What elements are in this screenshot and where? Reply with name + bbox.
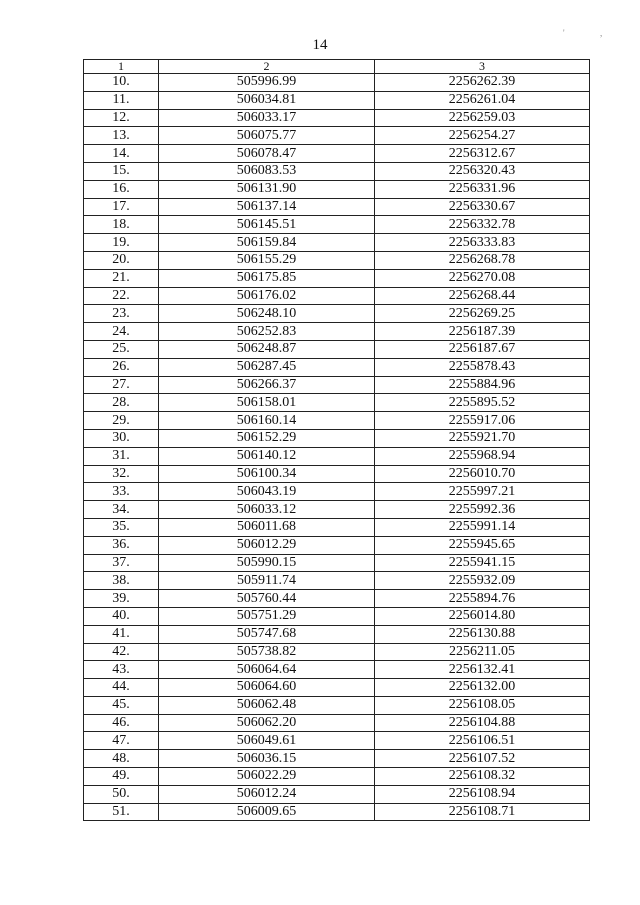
- table-row: [84, 376, 590, 394]
- table-row: [84, 251, 590, 269]
- y-coordinate-cell: 2255917.06: [375, 412, 590, 430]
- point-number-cell: 24.: [84, 323, 159, 341]
- point-number-cell: 26.: [84, 358, 159, 376]
- y-coordinate-cell: 2255945.65: [375, 536, 590, 554]
- x-coordinate-cell: 506160.14: [159, 412, 375, 430]
- y-coordinate-cell: 2255884.96: [375, 376, 590, 394]
- table-row: [84, 305, 590, 323]
- y-coordinate-cell: 2256107.52: [375, 750, 590, 768]
- x-coordinate-cell: 506064.64: [159, 661, 375, 679]
- point-number-cell: 27.: [84, 376, 159, 394]
- x-coordinate-cell: 506049.61: [159, 732, 375, 750]
- point-number-cell: 44.: [84, 679, 159, 697]
- table-row: [84, 714, 590, 732]
- point-number-cell: 37.: [84, 554, 159, 572]
- table-row: [84, 483, 590, 501]
- x-coordinate-cell: 506287.45: [159, 358, 375, 376]
- table-row: [84, 358, 590, 376]
- table-body: [84, 74, 590, 821]
- point-number-cell: 39.: [84, 590, 159, 608]
- point-number-cell: 12.: [84, 109, 159, 127]
- x-coordinate-cell: 506176.02: [159, 287, 375, 305]
- scan-mark: ': [563, 28, 565, 38]
- table-row: [84, 109, 590, 127]
- y-coordinate-cell: 2256010.70: [375, 465, 590, 483]
- x-coordinate-cell: 506033.17: [159, 109, 375, 127]
- table-row: [84, 162, 590, 180]
- y-coordinate-cell: 2256269.25: [375, 305, 590, 323]
- x-coordinate-cell: 506137.14: [159, 198, 375, 216]
- y-coordinate-cell: 2255968.94: [375, 447, 590, 465]
- x-coordinate-cell: 506022.29: [159, 768, 375, 786]
- table-row: [84, 198, 590, 216]
- x-coordinate-cell: 506152.29: [159, 429, 375, 447]
- table-row: [84, 429, 590, 447]
- y-coordinate-cell: 2255941.15: [375, 554, 590, 572]
- table-row: [84, 145, 590, 163]
- table-row: [84, 696, 590, 714]
- y-coordinate-cell: 2256268.78: [375, 251, 590, 269]
- table-row: [84, 91, 590, 109]
- coordinates-table: [83, 59, 590, 821]
- point-number-cell: 46.: [84, 714, 159, 732]
- page-number: 14: [312, 37, 328, 53]
- y-coordinate-cell: 2256320.43: [375, 162, 590, 180]
- table-header-row: [84, 60, 590, 74]
- y-coordinate-cell: 2256332.78: [375, 216, 590, 234]
- point-number-cell: 14.: [84, 145, 159, 163]
- x-coordinate-cell: 506175.85: [159, 269, 375, 287]
- y-coordinate-cell: 2256261.04: [375, 91, 590, 109]
- y-coordinate-cell: 2256270.08: [375, 269, 590, 287]
- point-number-cell: 23.: [84, 305, 159, 323]
- table-row: [84, 501, 590, 519]
- table-row: [84, 465, 590, 483]
- point-number-cell: 18.: [84, 216, 159, 234]
- x-coordinate-cell: 506064.60: [159, 679, 375, 697]
- y-coordinate-cell: 2256108.94: [375, 785, 590, 803]
- y-coordinate-cell: 2255895.52: [375, 394, 590, 412]
- table-row: [84, 536, 590, 554]
- point-number-cell: 13.: [84, 127, 159, 145]
- point-number-cell: 48.: [84, 750, 159, 768]
- x-coordinate-cell: 506248.87: [159, 340, 375, 358]
- x-coordinate-cell: 506083.53: [159, 162, 375, 180]
- column-header-3: 3: [375, 60, 590, 74]
- table-row: [84, 269, 590, 287]
- point-number-cell: 32.: [84, 465, 159, 483]
- y-coordinate-cell: 2256108.71: [375, 803, 590, 821]
- y-coordinate-cell: 2256259.03: [375, 109, 590, 127]
- x-coordinate-cell: 506012.29: [159, 536, 375, 554]
- x-coordinate-cell: 505990.15: [159, 554, 375, 572]
- table-row: [84, 180, 590, 198]
- point-number-cell: 35.: [84, 518, 159, 536]
- point-number-cell: 25.: [84, 340, 159, 358]
- point-number-cell: 29.: [84, 412, 159, 430]
- x-coordinate-cell: 506012.24: [159, 785, 375, 803]
- y-coordinate-cell: 2256130.88: [375, 625, 590, 643]
- table-row: [84, 554, 590, 572]
- y-coordinate-cell: 2256312.67: [375, 145, 590, 163]
- point-number-cell: 11.: [84, 91, 159, 109]
- y-coordinate-cell: 2256108.32: [375, 768, 590, 786]
- y-coordinate-cell: 2255932.09: [375, 572, 590, 590]
- point-number-cell: 30.: [84, 429, 159, 447]
- table-row: [84, 234, 590, 252]
- y-coordinate-cell: 2256187.67: [375, 340, 590, 358]
- x-coordinate-cell: 506043.19: [159, 483, 375, 501]
- point-number-cell: 28.: [84, 394, 159, 412]
- point-number-cell: 20.: [84, 251, 159, 269]
- y-coordinate-cell: 2256331.96: [375, 180, 590, 198]
- y-coordinate-cell: 2256268.44: [375, 287, 590, 305]
- y-coordinate-cell: 2256254.27: [375, 127, 590, 145]
- y-coordinate-cell: 2256014.80: [375, 607, 590, 625]
- x-coordinate-cell: 506266.37: [159, 376, 375, 394]
- table-row: [84, 768, 590, 786]
- x-coordinate-cell: 506011.68: [159, 518, 375, 536]
- scan-mark: ,: [600, 28, 603, 38]
- x-coordinate-cell: 506159.84: [159, 234, 375, 252]
- column-header-2: 2: [159, 60, 375, 74]
- y-coordinate-cell: 2256132.41: [375, 661, 590, 679]
- point-number-cell: 40.: [84, 607, 159, 625]
- x-coordinate-cell: 506034.81: [159, 91, 375, 109]
- table-row: [84, 127, 590, 145]
- table-row: [84, 607, 590, 625]
- point-number-cell: 50.: [84, 785, 159, 803]
- point-number-cell: 47.: [84, 732, 159, 750]
- y-coordinate-cell: 2255894.76: [375, 590, 590, 608]
- point-number-cell: 41.: [84, 625, 159, 643]
- point-number-cell: 43.: [84, 661, 159, 679]
- point-number-cell: 49.: [84, 768, 159, 786]
- y-coordinate-cell: 2255878.43: [375, 358, 590, 376]
- point-number-cell: 34.: [84, 501, 159, 519]
- column-header-1: 1: [84, 60, 159, 74]
- x-coordinate-cell: 506062.48: [159, 696, 375, 714]
- x-coordinate-cell: 506036.15: [159, 750, 375, 768]
- x-coordinate-cell: 506252.83: [159, 323, 375, 341]
- x-coordinate-cell: 505747.68: [159, 625, 375, 643]
- y-coordinate-cell: 2255921.70: [375, 429, 590, 447]
- table-row: [84, 323, 590, 341]
- point-number-cell: 10.: [84, 74, 159, 92]
- point-number-cell: 33.: [84, 483, 159, 501]
- table-row: [84, 625, 590, 643]
- point-number-cell: 45.: [84, 696, 159, 714]
- x-coordinate-cell: 505996.99: [159, 74, 375, 92]
- x-coordinate-cell: 506075.77: [159, 127, 375, 145]
- y-coordinate-cell: 2256333.83: [375, 234, 590, 252]
- y-coordinate-cell: 2256132.00: [375, 679, 590, 697]
- x-coordinate-cell: 505911.74: [159, 572, 375, 590]
- table-row: [84, 679, 590, 697]
- point-number-cell: 42.: [84, 643, 159, 661]
- x-coordinate-cell: 506248.10: [159, 305, 375, 323]
- table-row: [84, 590, 590, 608]
- x-coordinate-cell: 505751.29: [159, 607, 375, 625]
- x-coordinate-cell: 505738.82: [159, 643, 375, 661]
- y-coordinate-cell: 2256262.39: [375, 74, 590, 92]
- y-coordinate-cell: 2255997.21: [375, 483, 590, 501]
- point-number-cell: 19.: [84, 234, 159, 252]
- point-number-cell: 17.: [84, 198, 159, 216]
- y-coordinate-cell: 2256106.51: [375, 732, 590, 750]
- point-number-cell: 21.: [84, 269, 159, 287]
- table-row: [84, 447, 590, 465]
- table-row: [84, 287, 590, 305]
- point-number-cell: 31.: [84, 447, 159, 465]
- table-row: [84, 803, 590, 821]
- point-number-cell: 16.: [84, 180, 159, 198]
- point-number-cell: 36.: [84, 536, 159, 554]
- point-number-cell: 51.: [84, 803, 159, 821]
- x-coordinate-cell: 506155.29: [159, 251, 375, 269]
- x-coordinate-cell: 506062.20: [159, 714, 375, 732]
- x-coordinate-cell: 506033.12: [159, 501, 375, 519]
- y-coordinate-cell: 2255991.14: [375, 518, 590, 536]
- table-row: [84, 785, 590, 803]
- table-row: [84, 572, 590, 590]
- table-row: [84, 518, 590, 536]
- table-row: [84, 216, 590, 234]
- point-number-cell: 22.: [84, 287, 159, 305]
- table-row: [84, 412, 590, 430]
- table-row: [84, 661, 590, 679]
- table-row: [84, 340, 590, 358]
- x-coordinate-cell: 505760.44: [159, 590, 375, 608]
- table-row: [84, 643, 590, 661]
- point-number-cell: 38.: [84, 572, 159, 590]
- y-coordinate-cell: 2256104.88: [375, 714, 590, 732]
- y-coordinate-cell: 2255992.36: [375, 501, 590, 519]
- table-row: [84, 732, 590, 750]
- table-row: [84, 750, 590, 768]
- y-coordinate-cell: 2256211.05: [375, 643, 590, 661]
- x-coordinate-cell: 506009.65: [159, 803, 375, 821]
- y-coordinate-cell: 2256330.67: [375, 198, 590, 216]
- x-coordinate-cell: 506158.01: [159, 394, 375, 412]
- y-coordinate-cell: 2256187.39: [375, 323, 590, 341]
- y-coordinate-cell: 2256108.05: [375, 696, 590, 714]
- table-row: [84, 74, 590, 92]
- point-number-cell: 15.: [84, 162, 159, 180]
- x-coordinate-cell: 506100.34: [159, 465, 375, 483]
- x-coordinate-cell: 506131.90: [159, 180, 375, 198]
- table-row: [84, 394, 590, 412]
- x-coordinate-cell: 506140.12: [159, 447, 375, 465]
- x-coordinate-cell: 506078.47: [159, 145, 375, 163]
- x-coordinate-cell: 506145.51: [159, 216, 375, 234]
